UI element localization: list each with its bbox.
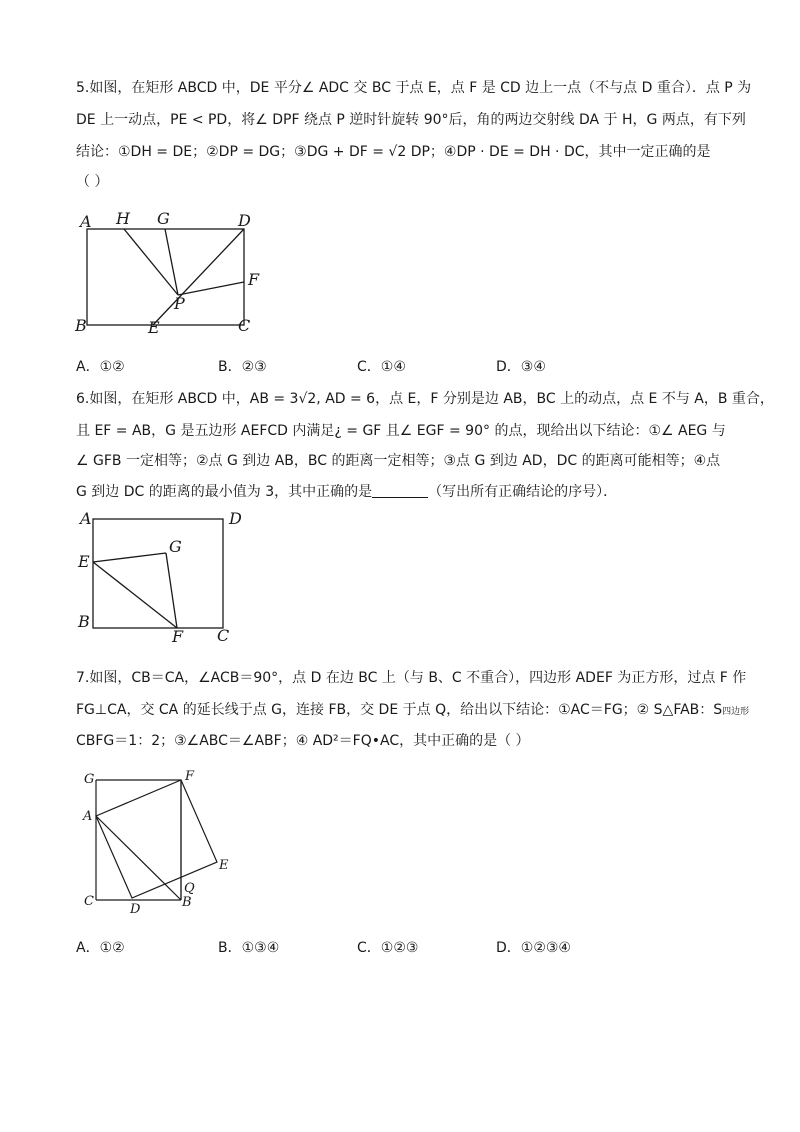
- q6-label-D: D: [229, 509, 242, 528]
- q5-option-b: B．②③: [218, 359, 267, 375]
- q6-label-C: C: [217, 626, 230, 645]
- q6-text-line-4: [76, 482, 617, 502]
- q7-label-G: G: [84, 772, 95, 787]
- q5-label-F: F: [248, 270, 260, 289]
- q5-text-line-1: 5.如图，在矩形 ABCD 中，DE 平分∠ ADC 交 BC 于点 E，点 F 是 CD 边上一点（不与点 D 重合）．点 P 为: [76, 80, 752, 96]
- q7-figure: [78, 768, 248, 918]
- q6-label-A: A: [80, 509, 92, 528]
- q6-label-F: F: [172, 627, 184, 645]
- q7-text-line-2: [76, 700, 749, 722]
- q7-line-2-text: FG⊥CA，交 CA 的延长线于点 G，连接 FB，交 DE 于点 Q，给出以下结论：①AC＝FG；② S△FAB：S: [76, 702, 723, 718]
- q5-label-G: G: [157, 209, 170, 228]
- q6-text-line-3: ∠ GFB 一定相等；②点 G 到边 AB，BC 的距离一定相等；③点 G 到边 AD，DC 的距离可能相等；④点: [76, 453, 721, 469]
- q7-label-F: F: [185, 769, 195, 784]
- q6-answer-blank[interactable]: [372, 483, 428, 498]
- q5-figure: [70, 205, 270, 340]
- q5-label-A: A: [80, 212, 92, 231]
- q7-option-b: B．①③④: [218, 940, 280, 956]
- q5-label-H: H: [116, 209, 130, 228]
- q7-label-E: E: [219, 858, 229, 873]
- q5-label-P: P: [174, 294, 185, 313]
- q7-label-D: D: [130, 902, 141, 917]
- q7-label-A: A: [83, 809, 93, 824]
- q7-label-Q: Q: [184, 881, 195, 896]
- q5-text-line-2: DE 上一动点，PE < PD，将∠ DPF 绕点 P 逆时针旋转 90°后，角的两边交射线 DA 于 H，G 两点，有下列: [76, 112, 746, 128]
- q5-option-d: D．③④: [496, 359, 546, 375]
- q7-label-C: C: [84, 894, 94, 909]
- q5-option-a: A．①②: [76, 359, 125, 375]
- q6-label-B: B: [78, 612, 90, 631]
- q6-figure: [70, 505, 260, 645]
- q7-option-a: A．①②: [76, 940, 125, 956]
- q6-line-4-text: G 到边 DC 的距离的最小值为 3，其中正确的是: [76, 484, 373, 500]
- q5-label-D: D: [238, 211, 251, 230]
- q6-label-E: E: [78, 552, 90, 571]
- q7-text-line-1: 7.如图，CB＝CA，∠ACB＝90°，点 D 在边 BC 上（与 B、C 不重合），四边形 ADEF 为正方形，过点 F 作: [76, 670, 747, 686]
- q5-text-line-4: （ ）: [76, 174, 109, 190]
- q7-option-c: C．①②③: [357, 940, 419, 956]
- q5-text-line-3: 结论：①DH = DE；②DP = DG；③DG + DF = √2 DP；④DP · DE = DH · DC，其中一定正确的是: [76, 144, 711, 160]
- q5-label-B: B: [75, 316, 87, 335]
- q5-label-C: C: [238, 316, 251, 335]
- q7-text-line-3: CBFG＝1：2；③∠ABC＝∠ABF；④ AD²＝FQ•AC，其中正确的是（ ）: [76, 733, 530, 749]
- q7-line-2-subscript: 四边形: [722, 707, 750, 717]
- q5-label-E: E: [148, 318, 160, 337]
- q6-text-line-1: 6.如图，在矩形 ABCD 中，AB = 3√2, AD = 6，点 E，F 分别是边 AB，BC 上的动点，点 E 不与 A，B 重合，: [76, 391, 774, 407]
- q7-label-B: B: [182, 895, 192, 910]
- q6-label-G: G: [169, 537, 182, 556]
- q6-line-4-tail: （写出所有正确结论的序号）．: [428, 484, 618, 500]
- q6-text-line-2: 且 EF = AB，G 是五边形 AEFCD 内满足¿ = GF 且∠ EGF = 90° 的点，现给出以下结论：①∠ AEG 与: [76, 423, 726, 439]
- q5-option-c: C．①④: [357, 359, 406, 375]
- q7-option-d: D．①②③④: [496, 940, 571, 956]
